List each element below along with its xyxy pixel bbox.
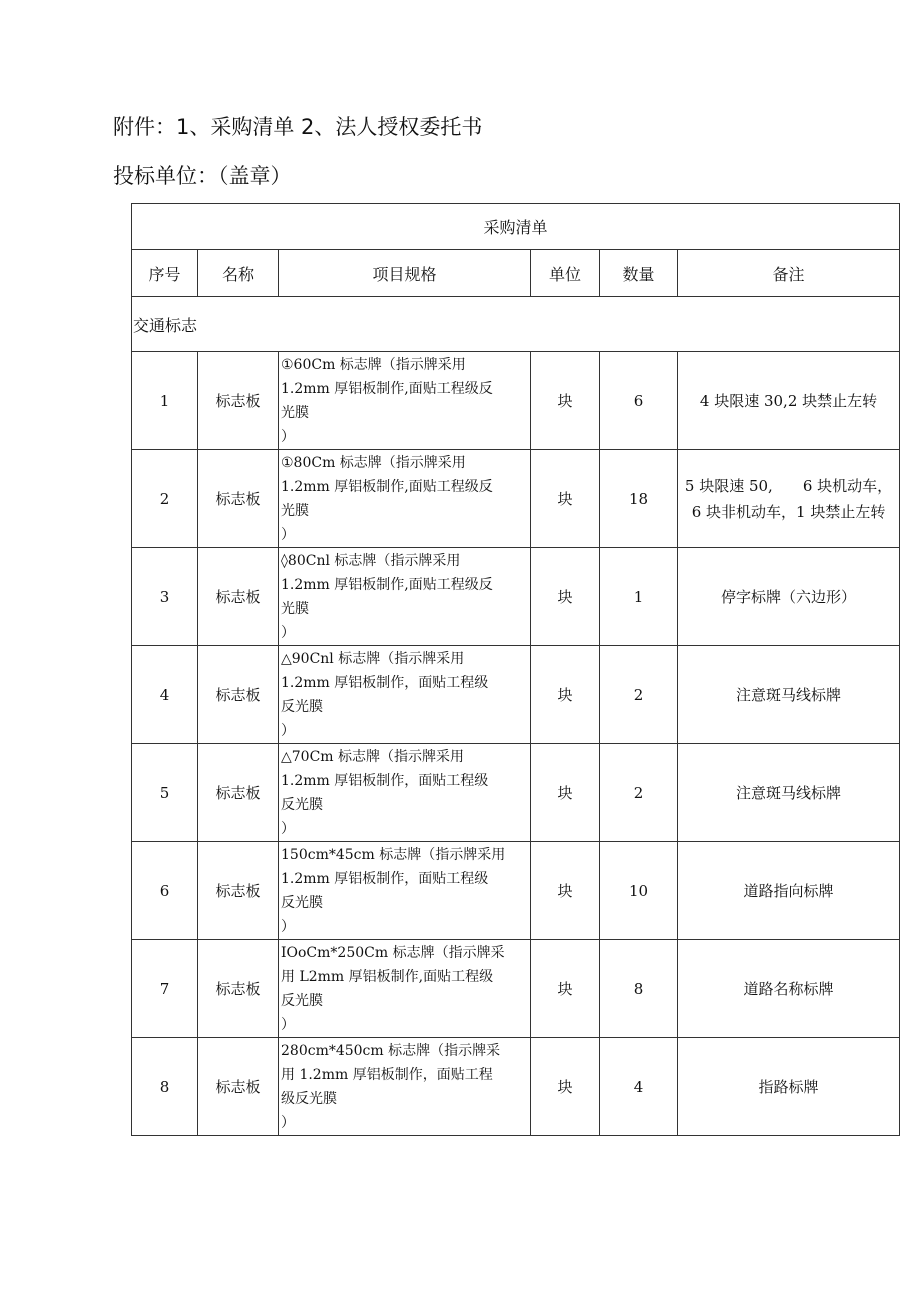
column-header-remark: 备注: [678, 250, 900, 297]
cell-spec: △90Cnl 标志牌（指示牌采用 1.2mm 厚铝板制作，面贴工程级 反光膜 ）: [279, 646, 531, 744]
cell-no: 1: [132, 352, 198, 450]
cell-unit: 块: [531, 646, 600, 744]
column-header-qty: 数量: [600, 250, 678, 297]
cell-name: 标志板: [198, 744, 279, 842]
cell-unit: 块: [531, 842, 600, 940]
cell-remark: 道路名称标牌: [678, 940, 900, 1038]
cell-qty: 8: [600, 940, 678, 1038]
cell-qty: 4: [600, 1038, 678, 1136]
table-row: [132, 940, 900, 1038]
cell-spec: ①60Cm 标志牌（指示牌采用 1.2mm 厚铝板制作,面贴工程级反 光膜 ）: [279, 352, 531, 450]
cell-unit: 块: [531, 744, 600, 842]
cell-remark: 4 块限速 30,2 块禁止左转: [678, 352, 900, 450]
cell-no: 5: [132, 744, 198, 842]
column-header-name: 名称: [198, 250, 279, 297]
cell-no: 2: [132, 450, 198, 548]
cell-name: 标志板: [198, 548, 279, 646]
cell-no: 8: [132, 1038, 198, 1136]
cell-name: 标志板: [198, 940, 279, 1038]
cell-qty: 2: [600, 744, 678, 842]
cell-unit: 块: [531, 352, 600, 450]
cell-name: 标志板: [198, 352, 279, 450]
table-row: [132, 744, 900, 842]
column-header-spec: 项目规格: [279, 250, 531, 297]
cell-spec: ◊80Cnl 标志牌（指示牌采用 1.2mm 厚铝板制作,面贴工程级反 光膜 ）: [279, 548, 531, 646]
table-title-row: [132, 204, 900, 250]
cell-qty: 10: [600, 842, 678, 940]
cell-no: 4: [132, 646, 198, 744]
cell-spec: IOoCm*250Cm 标志牌（指示牌采 用 L2mm 厚铝板制作,面贴工程级 反光膜 ）: [279, 940, 531, 1038]
attachment-line: 附件：1、采购清单 2、法人授权委托书: [113, 115, 483, 139]
category-label: 交通标志: [132, 297, 900, 352]
cell-no: 7: [132, 940, 198, 1038]
table-row: [132, 548, 900, 646]
procurement-table: [131, 203, 900, 1136]
column-header-unit: 单位: [531, 250, 600, 297]
cell-remark: 指路标牌: [678, 1038, 900, 1136]
table-row: [132, 1038, 900, 1136]
table-row: [132, 352, 900, 450]
cell-unit: 块: [531, 940, 600, 1038]
cell-unit: 块: [531, 1038, 600, 1136]
cell-name: 标志板: [198, 842, 279, 940]
bidder-line: 投标单位：（盖章）: [113, 164, 292, 188]
table-row: [132, 842, 900, 940]
cell-remark: 5 块限速 50, 6 块机动车，6 块非机动车，1 块禁止左转: [678, 450, 900, 548]
cell-spec: △70Cm 标志牌（指示牌采用 1.2mm 厚铝板制作，面贴工程级 反光膜 ）: [279, 744, 531, 842]
category-row: [132, 297, 900, 352]
cell-no: 6: [132, 842, 198, 940]
cell-unit: 块: [531, 450, 600, 548]
cell-qty: 2: [600, 646, 678, 744]
cell-name: 标志板: [198, 646, 279, 744]
cell-name: 标志板: [198, 1038, 279, 1136]
cell-qty: 1: [600, 548, 678, 646]
table-title: 采购清单: [132, 204, 900, 250]
table-row: [132, 646, 900, 744]
cell-spec: 280cm*450cm 标志牌（指示牌采 用 1.2mm 厚铝板制作，面贴工程 级反光膜 ）: [279, 1038, 531, 1136]
cell-no: 3: [132, 548, 198, 646]
cell-spec: 150cm*45cm 标志牌（指示牌采用 1.2mm 厚铝板制作，面贴工程级 反光膜 ）: [279, 842, 531, 940]
column-header-no: 序号: [132, 250, 198, 297]
cell-remark: 停字标牌（六边形）: [678, 548, 900, 646]
cell-qty: 6: [600, 352, 678, 450]
cell-name: 标志板: [198, 450, 279, 548]
cell-remark: 道路指向标牌: [678, 842, 900, 940]
cell-unit: 块: [531, 548, 600, 646]
table-header-row: [132, 250, 900, 297]
cell-remark: 注意斑马线标牌: [678, 646, 900, 744]
cell-remark: 注意斑马线标牌: [678, 744, 900, 842]
cell-qty: 18: [600, 450, 678, 548]
table-row: [132, 450, 900, 548]
cell-spec: ①80Cm 标志牌（指示牌采用 1.2mm 厚铝板制作,面贴工程级反 光膜 ）: [279, 450, 531, 548]
